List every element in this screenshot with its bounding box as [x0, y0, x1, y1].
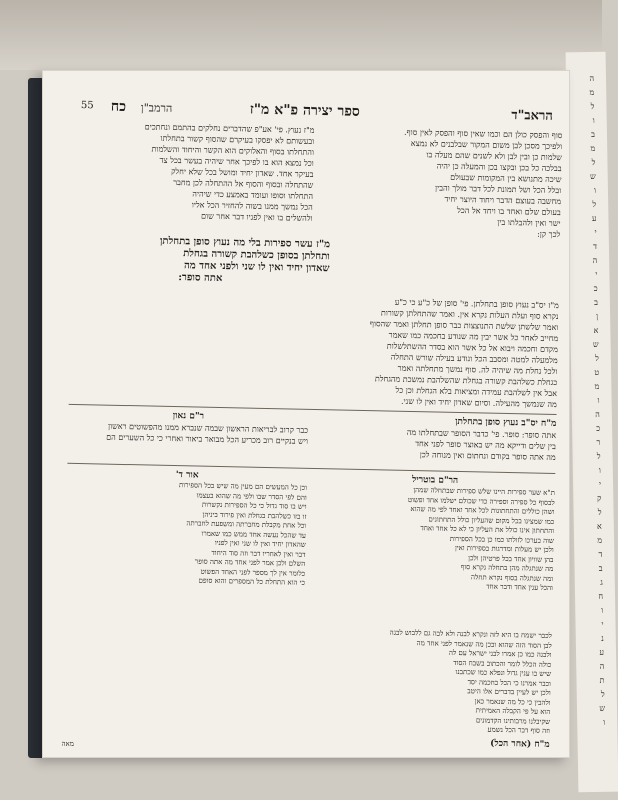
mishna-2-lines	[316, 425, 557, 463]
text-line: לבסוף כל ספירה וספירה כדי שכולם ישלמו אחד ופשוט	[407, 495, 555, 507]
side-line: ו	[592, 115, 595, 125]
side-line: ש	[599, 703, 606, 713]
mishna-1-line3: שאדון יחיד ואין לו שני ולפני אחד מה	[183, 260, 330, 275]
text-line: ובעשותם לא יפסקו בעיקרם שהסוף קשור בתחלתו	[160, 133, 315, 146]
page-content	[61, 98, 563, 750]
side-line: ו	[603, 717, 606, 727]
middle-section	[67, 409, 556, 469]
side-line: ח	[598, 591, 604, 601]
text-line: ויש בנקיים רוב מכריע הכל מבואר ביאור ואחרי כי כל השערים הם	[106, 432, 309, 446]
text-line: ישר ואין ולהבלתו בין	[497, 217, 561, 229]
ramban-2-label: ר"ם נאון	[172, 411, 205, 422]
text-line: ת"א שער ספירות היינו שלש ספירות שבתחלה שמהן	[413, 486, 555, 498]
text-line: כבר קרוב לבריאות הראשון שבמה שנברא ממנו מהפשוטים ראשון	[107, 421, 309, 435]
text-line: והכל ענין אחד ודבר אחד	[486, 582, 553, 593]
side-line: ע	[591, 213, 597, 223]
background-shadow	[0, 0, 602, 70]
commentary-paragraph	[69, 290, 559, 410]
text-line: הכל נמשך ממנו בשוה להחזיר הכל אליו	[191, 200, 313, 212]
text-line: שוה בערכו לזולתו כמו כן בכל הספירות	[449, 534, 554, 545]
side-line: ב	[591, 129, 596, 139]
text-line: בעיקר אחד. שאדון יחיד ומושל בכל שלא יחלק	[171, 166, 314, 179]
mishna-2	[316, 414, 557, 463]
text-line: וכל נמצא הוא בו לפיכך אחר שיהיה בעשר בכל צד	[159, 155, 314, 168]
text-line: מחייב לאחר כל אשר יבין מה שנודע בחכמה כמו שאמר	[388, 330, 559, 344]
text-line: מקדם וחכמה ויבוא אל כל אשר הוא בסדר ההשתלשלות	[386, 341, 558, 355]
text-line: מ"ז יס"ב נעוץ סופן בתחלתן. פי' סופן של כ"ע כי כ"ע	[394, 297, 559, 311]
side-line: כ	[593, 283, 598, 293]
side-line: ד	[598, 549, 603, 559]
text-line: כגחלת כשלהבת קשורה בגחלת שהשלהבת נמשכת מהגחלת	[374, 374, 558, 388]
text-line: ואמר שלשתן שלשת התנוצצות כבר סופן תחלתן ואמר שהסוף	[369, 319, 559, 333]
text-line: השלם ולכן אמר לפני אחד מה אתה סופר	[194, 557, 306, 568]
side-line: ה	[599, 661, 605, 671]
text-line: בין שלים ודייקא מה יש באוצר סופר לפני אחד	[415, 439, 556, 452]
text-line: מ"ז נעוץ. פי' אע"פ שהדברים נחלקים בהתמם ונחתכים	[144, 122, 315, 135]
side-line: א	[593, 325, 599, 335]
text-line: שקיבלנו מרבותינו הקדמונים	[475, 715, 551, 726]
header-title: ספר יצירה פ"א מ"ז	[249, 101, 361, 120]
ramban-2-lines	[68, 420, 308, 447]
side-line: י	[601, 619, 604, 629]
mishna-1-line2: ותחלתן בסופן כשלהבת קשורה בגחלת	[183, 248, 330, 263]
text-line: בהן שוויון אחד בכל פרטיהן ולכן	[468, 553, 554, 564]
side-line: א	[596, 521, 602, 531]
text-line: כי הוא התחלת כל המספרים והוא סופם	[198, 576, 306, 587]
text-line: ולהבין כי כל מה שנאמר כאן	[474, 696, 551, 707]
header-raavad-label: הראב"ד	[511, 108, 553, 124]
side-line: ו	[597, 395, 600, 405]
bottom-right-label: מ"ח (אחר הכל)	[490, 738, 550, 750]
text-line: בבלכה כל בכן ובקצו בכן והמעלה כן יהיה	[436, 161, 562, 174]
side-line: ט	[594, 367, 600, 377]
side-line: מ	[597, 535, 603, 545]
text-line: הוא על פי הקבלה האמיתית	[475, 706, 551, 716]
lower-section	[64, 468, 555, 628]
text-line: ובלל הכל ושל תמונת לכל דבר מולך והבין	[434, 183, 562, 196]
text-line: ולכל נחלת מה שיהיה לה. סוף נמשך מתחלתה ואמר	[397, 363, 558, 377]
side-line: ו	[598, 465, 601, 475]
text-line: דבר ואין לאחריו דבר וזה סוד היחוד	[211, 548, 306, 559]
side-line: ו	[593, 185, 597, 195]
side-line: ל	[597, 507, 602, 517]
side-line: ע	[599, 647, 605, 657]
side-line: י	[594, 227, 597, 237]
side-line: ק	[596, 493, 602, 503]
text-line: מה שנמשך מהעילה. וסיום שאדון יחיד ואין לו שני.	[400, 396, 557, 410]
bottom-block	[62, 622, 552, 737]
top-right-column	[325, 125, 562, 240]
text-line: שיכה מתנושא בין המקומות שבעולם	[450, 172, 562, 185]
side-line: ל	[595, 353, 599, 363]
text-line: כמו שמצינו בכל מקום שהעליון כולל התחתונים	[428, 514, 555, 526]
side-line: ל	[590, 101, 595, 111]
text-line: וכבר אמרנו כי הכל בחכמה יסד	[467, 677, 551, 688]
text-line: והתחלתו בסוף והאלוקים הוא הקשר והיחוד והשלמות	[151, 144, 315, 157]
header-ramban-label: הרמב"ן	[140, 101, 173, 115]
side-line: ש	[592, 339, 599, 349]
text-line: ושהן כוללים והתחתונות לכל אחד ואחד לפי מה שהוא	[410, 505, 555, 517]
side-line: ה	[595, 409, 600, 419]
side-line: ת	[599, 675, 605, 685]
page-footer: מאה	[61, 739, 75, 748]
text-line: עד שהכל נעשה אחד ממש כמו שאמרו	[201, 529, 307, 540]
text-line: מה אתה סופר בקודם ונחתום ואין מנוחה לכן	[419, 450, 556, 463]
text-line: ומה שנתגלה בסוף נקרא תחלה	[470, 572, 554, 583]
text-line: וזה סוף דבר הכל נשמע	[487, 725, 550, 735]
text-line: אבל אין לשלהבת עמידה ומציאות בלא הגחלת וכן כל	[395, 385, 558, 399]
side-line: ג	[600, 577, 603, 587]
adjacent-page-text	[570, 72, 605, 730]
side-line: ב	[598, 563, 603, 573]
text-line: ולפיכך מסכן לבן משום המקור שבלבנים לא נמצא	[410, 138, 563, 152]
mishna-1	[71, 234, 330, 287]
side-line: ן	[596, 311, 599, 321]
side-line: י	[598, 479, 602, 489]
side-line: ה	[592, 255, 598, 265]
text-line: לכבר ישמח בו היא לזה ונקרא לבנה ולא לבה גם ללבוש לבנה	[389, 628, 552, 640]
bottom-right-column	[313, 484, 555, 594]
side-line: מ	[590, 143, 596, 153]
side-line: ו	[601, 605, 604, 615]
mishna-1-lead: מ"ז עשר ספירות בלי מה נעוץ סופן בתחלתן	[159, 235, 331, 251]
side-line: ש	[589, 171, 596, 181]
text-line: סוף והפסק כולן הם וכמו שאין סוף והפסק לאין סוף.	[403, 127, 563, 141]
side-line: ל	[592, 199, 597, 209]
text-line: ולכן יש לעיין בדברים אלו היטב	[467, 687, 551, 697]
text-line: ולכן יש מעלות ומדרגות בספירות ואין	[454, 543, 554, 555]
side-line: ר	[596, 437, 601, 447]
text-line: וכן כל המעשים הם מעין מה שיש בכל הספירות	[178, 481, 308, 492]
text-line: מלמעלה למטה ומסבב הכל ונודע בעילה שורש התחלה	[390, 352, 558, 366]
dr-commentary-label: הר"ם בוטריל	[411, 475, 459, 486]
side-line: ל	[591, 157, 596, 167]
side-line: ב	[593, 297, 598, 307]
text-line: שלמות כן ובין לבן ולא לשנים שהם מעלה בו	[426, 150, 563, 163]
side-line: ל	[596, 451, 601, 461]
mishna-1-line4: אתה סופר:	[178, 272, 223, 285]
side-line: ה	[589, 73, 595, 83]
side-line: ד	[592, 241, 598, 251]
header-page-hebrew: כח	[110, 98, 127, 115]
text-line: ולבנה כמו כן אמרו לבני ישראל עם לה	[448, 648, 552, 659]
text-line: והם לפי הסדר שבו ולפי מה שהוא בעצמו	[196, 491, 307, 502]
ramban-2	[68, 409, 309, 447]
text-line: זו בזו כשלהבת בגחלת ואין פירוד ביניהן	[202, 510, 307, 521]
side-line: ל	[600, 689, 605, 699]
text-line: אתה סופר: סופר. פי' כדבר הסופר שבתחלתו מה	[406, 427, 557, 441]
text-line: ויש בו סוד גדול כי כל הספירות נקשרות	[201, 500, 307, 511]
side-line: מ	[594, 381, 600, 391]
text-line: לכך קן:	[537, 229, 561, 240]
bottom-left-section	[65, 468, 307, 589]
text-line: כולה הכלל לומר והכתוב בשבח הסוד	[453, 658, 552, 669]
side-line: מ	[589, 87, 595, 97]
text-line: מחשבה בעוצם הדבר ויחוד היוצר יחיד	[444, 194, 562, 207]
adjacent-page	[566, 52, 618, 793]
text-line: נקרא סוף ועלת העלות נקרא אין. ואמר שהתחלתן קשורות	[380, 308, 559, 322]
text-line: שיש בו ענין גדול ונפלא כמו שכתבנו	[455, 667, 552, 678]
footnote-label: אור ד'	[175, 470, 199, 481]
bottom-right-section	[313, 473, 555, 594]
text-line: ולהשלים בו ואין לפניו דבר אחר שום	[200, 211, 313, 223]
text-line: מה שנתגלה מהן בתחלה נקרא סוף	[460, 563, 554, 574]
text-line: וכל אחת מקבלת מחברתה ומשפעת לחברתה	[186, 519, 307, 530]
top-left-column	[73, 120, 315, 224]
header-page-number: 55	[80, 100, 94, 112]
text-line: והתחתון אינו כולל את העליון כי לא כל אחד ואחד	[420, 524, 555, 536]
text-line: כלומר אין לך מספר לפני האחד הפשוט	[200, 567, 306, 578]
side-line: נ	[601, 633, 604, 643]
text-line: שהתחלה ובסוף והסוף אל ההתחלה לכן מחבר	[173, 177, 314, 190]
side-line: י	[595, 269, 598, 279]
bottom-left-column	[65, 479, 307, 589]
mishna-2-label: מ"ח יס"ב נעוץ סופן בתחלתן	[455, 416, 557, 430]
text-line: בעולם שלם ואחד בו ויחד אל הכל	[456, 205, 561, 218]
top-columns	[72, 120, 562, 242]
text-line: שהאדון יחיד ואין לו שני ואין לפניו	[214, 538, 306, 549]
book-page	[42, 70, 570, 758]
text-line: התחלתו וסופו ועומד באמצע כדי שיהיה	[192, 189, 314, 201]
text-line: לבן הסוד הזה שהוא ובכן מה שנאמר לפני אחד מה	[416, 638, 552, 650]
side-line: כ	[596, 423, 601, 433]
